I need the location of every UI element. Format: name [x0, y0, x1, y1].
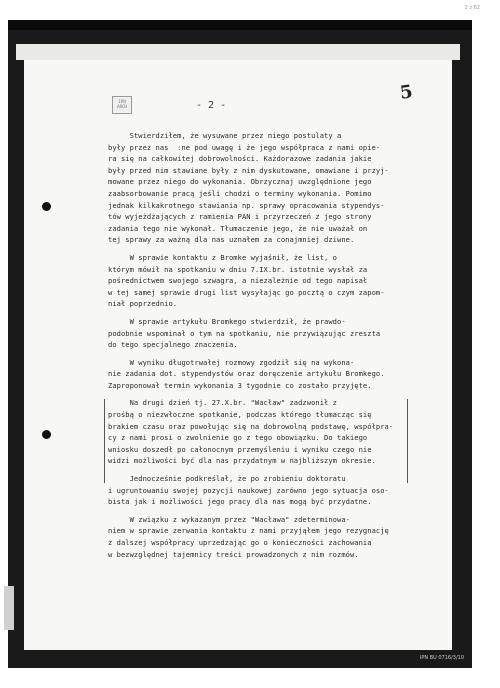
- text-line: były przed nim stawiane były z nim dyskutowane, omawiane i przyj-: [108, 165, 389, 175]
- page-top-strip: [16, 44, 460, 60]
- text-line: W wyniku długotrwałej rozmowy zgodził się na wykona-: [108, 357, 355, 367]
- text-line: i ugruntowaniu swojej pozycji naukowej zarówno jego sytuacja oso-: [108, 485, 389, 495]
- paragraph: [108, 514, 418, 560]
- page-number: - 2 -: [196, 100, 227, 111]
- text-line: W związku z wykazanym przez "Wacława" zdeterminowa-: [108, 514, 350, 524]
- paragraph: [108, 130, 418, 246]
- text-line: prośbą o niezwłoczne spotkanie, podczas którego tłumacząc się: [108, 410, 372, 420]
- text-line: były przez nas :ne pod uwagę i że jego współpraca z nami opie-: [108, 142, 381, 152]
- text-line: którym mówił na spotkaniu w dniu 7.IX.br. istotnie wysłał za: [108, 264, 368, 274]
- scan-top-edge: [8, 20, 472, 30]
- scan-side-mark: [4, 586, 14, 630]
- punch-hole-bottom: [42, 430, 51, 439]
- text-line: tej sprawy za ważną dla nas uznałem za conajmniej dziwne.: [108, 235, 355, 245]
- text-line: Stwierdziłem, że wysuwane przez niego postulaty a: [108, 131, 342, 140]
- text-line: zaabsorbowanie pracą jeśli chodzi o terminy wykonania. Pomimo: [108, 188, 372, 198]
- text-line: zadania tego nie wykonał. Tłumaczenie jego, że nie uważał on: [108, 223, 368, 233]
- text-line: w tej samej sprawie drugi list wysyłając go pocztą o czym zapom-: [108, 287, 385, 297]
- text-line: podobnie wspominał o tym na spotkaniu, nie przywiązując zreszta: [108, 328, 381, 338]
- archive-reference: IPN BU 0716/3/10: [419, 655, 464, 661]
- text-line: tów wyjeżdżających z ramienia PAN i przyrzeczeń z jego strony: [108, 212, 372, 222]
- text-line: Zaproponował termin wykonania 3 tygodnie co zostało przyjęte.: [108, 380, 372, 390]
- paragraph: [108, 397, 418, 467]
- text-line: Jednocześnie podkreślał, że po zrobieniu doktoratu: [108, 474, 346, 484]
- text-line: mowane przez niego do wykonania. Obrzycznaj uwzględnione jego: [108, 177, 372, 187]
- text-line: niem w sprawie zerwania kontaktu z nami przyjąłem jego rezygnację: [108, 526, 389, 536]
- paragraph: [108, 316, 418, 351]
- text-line: brakiem czasu oraz powołując się na dobrowolną podstawę, współpra-: [108, 421, 394, 431]
- paragraph: [108, 252, 418, 310]
- stamp-text: IPN ARCH: [117, 99, 127, 109]
- text-line: pośrednictwem swojego szwagra, a niezależnie od tego napisał: [108, 276, 368, 286]
- scan-corner-id: 2 z 62: [464, 5, 480, 11]
- text-line: z dalszej współpracy uprzedzając go o konieczności zachowania: [108, 538, 372, 547]
- text-line: nie zadania dot. stypendystów oraz doręczenie artykułu Bromkego.: [108, 369, 385, 379]
- text-line: W sprawie kontaktu z Bromke wyjaśnił, że list, o: [108, 252, 338, 262]
- text-line: niał poprzednio.: [108, 299, 178, 309]
- text-line: jednak kilkakrotnego stawiania np. sprawy opracowania stypendys-: [108, 200, 385, 210]
- paragraph: [108, 473, 418, 508]
- text-line: Na drugi dzień tj. 27.X.br. "Wacław" zadzwonił z: [108, 398, 338, 408]
- text-line: widzi możliwości być dla nas przydatnym w najbliższym okresie.: [108, 456, 376, 466]
- text-line: w bezwzględnej tajemnicy treści prowadzonych z nim rozmów.: [108, 549, 359, 559]
- text-line: bista jak i możliwości jego pracy dla nas mogą być przydatne.: [108, 497, 372, 507]
- text-line: W sprawie artykułu Bromkego stwierdził, że prawdo-: [108, 316, 346, 326]
- document-body: [108, 130, 418, 560]
- text-line: cy z nami prosi o zwolnienie go z tego obowiązku. Do takiego: [108, 433, 368, 443]
- text-line: do tego specjalnego znaczenia.: [108, 340, 238, 350]
- punch-hole-top: [42, 202, 51, 211]
- text-line: ra się na całkowitej dobrowolności. Każdorazowe zadania jakie: [108, 154, 372, 164]
- handwritten-page-number: 5: [398, 81, 414, 104]
- archive-stamp: [112, 96, 132, 114]
- text-line: wniosku doszedł po całonocnym przemyśleniu i wyniku czego nie: [108, 444, 372, 454]
- paragraph: [108, 357, 418, 392]
